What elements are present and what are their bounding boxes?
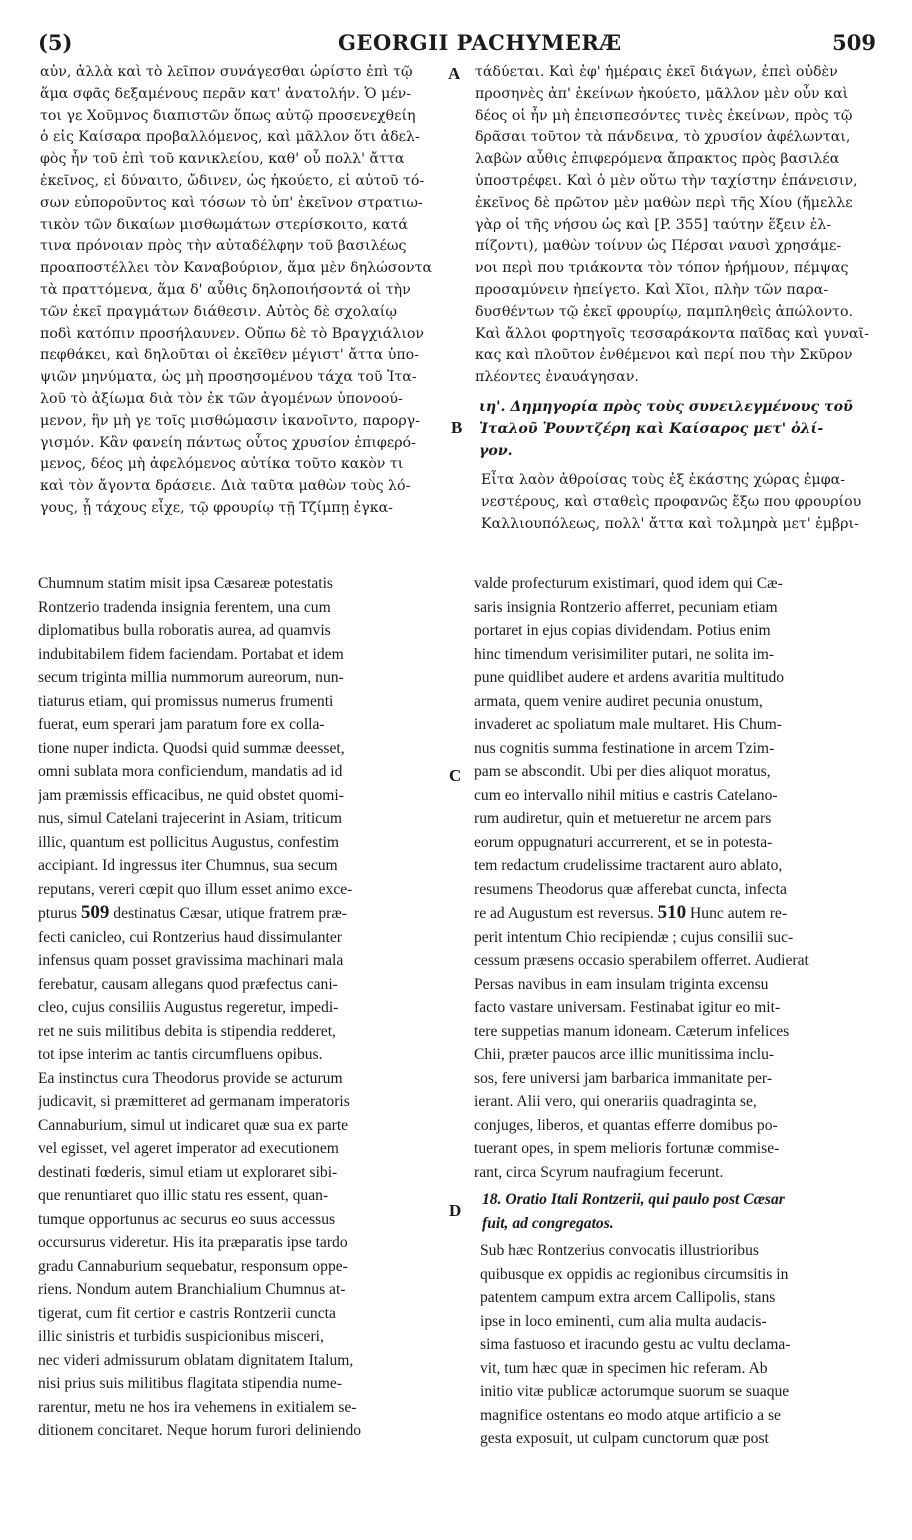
text-line: προαποστέλλει τὸν Καναβούριον, ἅμα μὲν δηλώσοντα xyxy=(40,260,433,277)
text-line: Καὶ ἄλλοι φορτηγοῖς τεσσαράκοντα παῖδας καὶ γυναῖ- xyxy=(475,325,869,342)
text-line: tot ipse interim ac tantis circumfluens opibus. xyxy=(38,1046,323,1063)
text-line: προσαμύνειν ἠπείγετο. Καὶ Χῖοι, πλὴν τῶν παρα- xyxy=(475,281,829,298)
text-line: accipiant. Id ingressus iter Chumnus, sua secum xyxy=(38,857,338,874)
text-line: ierant. Alii vero, qui onerariis quadraginta se, xyxy=(474,1093,757,1110)
text-line: portaret in ejus copias dividendam. Potius enim xyxy=(474,622,771,639)
page-number-right: 509 xyxy=(832,30,876,55)
text-line: γὰρ οἱ τῆς νήσου ὡς καὶ [P. 355] ταύτην ἕξειν ἐλ- xyxy=(475,216,832,233)
text-segment: Hunc autem re- xyxy=(686,905,788,922)
text-line: ὑποστρέφει. Καὶ ὁ μὲν οὕτω τὴν ταχίστην ἐπάνεισιν, xyxy=(475,172,858,189)
text-line: fecti canicleo, cui Rontzerius haud dissimulanter xyxy=(38,928,342,946)
text-line: tione nuper indicta. Quodsi quid summæ deesset, xyxy=(38,739,345,757)
text-line: σων εὐποροῦντος καὶ τόσων τὸ ὑπ' ἐκεῖνον στρατιω- xyxy=(40,194,423,211)
text-line: gradu Cannaburium sequebatur, responsum oppe- xyxy=(38,1257,348,1275)
text-line: τοι γε Χοῦμνος διαπιστῶν ὅπως αὐτῷ προσενεχθείη xyxy=(40,107,416,124)
text-segment: destinatus Cæsar, utique fratrem præ- xyxy=(109,905,347,922)
text-line: νεστέρους, καὶ σταθεὶς προφανῶς ἔξω που φρουρίου xyxy=(481,494,862,511)
text-line: ἐκεῖνος, εἰ δύναιτο, ὤδινεν, ὡς ἠκούετο, εἰ αὐτοῦ τό- xyxy=(40,172,425,189)
text-line: cleo, cujus consiliis Augustus regeretur, impedi- xyxy=(38,999,339,1016)
text-line: saris insignia Rontzerio afferret, pecuniam etiam xyxy=(474,598,778,616)
text-line: Rontzerio tradenda insignia ferentem, una cum xyxy=(38,598,331,616)
text-line: nec videri admissurum oblatam dignitatem Italum, xyxy=(38,1351,354,1369)
text-line: patentem campum extra arcem Callipolis, stans xyxy=(480,1289,776,1306)
text-line: Εἶτα λαὸν ἀθροίσας τοὺς ἐξ ἑκάστης χώρας ἐμφα- xyxy=(481,472,846,489)
text-line: facto vastare universam. Festinabat igitur eo mit- xyxy=(474,999,781,1016)
margin-marker-b: B xyxy=(451,418,463,437)
text-line xyxy=(474,901,878,926)
text-line: eorum oppugnaturi accurrerent, et se in potesta- xyxy=(474,833,773,851)
text-line: τὰ πραττόμενα, ἅμα δ' αὖθις δηλοποιήσοντά οἱ τὴν xyxy=(40,281,411,298)
text-line: tere suppetias manum idoneam. Cæterum infelices xyxy=(474,1022,790,1040)
text-line: ipse in loco eminenti, cum alia multa audacis- xyxy=(480,1312,767,1330)
text-line: gesta exposuit, ut culpam cunctorum quæ post xyxy=(480,1430,769,1447)
text-line: τινα πρόνοιαν πρὸς τὴν αὐταδέλφην τοῦ βασιλέως xyxy=(40,238,407,255)
greek-text-right-column xyxy=(475,62,877,536)
running-head: GEORGII PACHYMERÆ xyxy=(338,30,622,55)
text-line: ditionem concitaret. Neque horum furori deliniendo xyxy=(38,1422,362,1439)
text-line: riens. Nondum autem Branchialium Chumnus at- xyxy=(38,1281,346,1298)
text-line: γον. xyxy=(479,442,513,459)
text-line: reputans, vereri cœpit quo illum esset animo exce- xyxy=(38,880,353,898)
text-line: ἐκεῖνος δὲ πρῶτον μὲν μαθὼν περὶ τῆς Χίου (ἤμελλε xyxy=(475,194,853,211)
text-line: μενος, δέος μὴ ἀφελόμενος αὐτίκα τοῦτο κακὸν τι xyxy=(40,456,404,473)
text-line: cessum præsens occasio sperabilem offerret. Audierat xyxy=(474,952,809,969)
text-line: illic sinistris et turbidis suspicionibus misceri, xyxy=(38,1328,324,1345)
text-line: ψιῶν μηνύματα, ὡς μὴ προσησομένου τάχα τοῦ Ἰτα- xyxy=(40,369,417,386)
text-line: sima fastuoso et iracundo gestu ac vultu declama- xyxy=(480,1336,791,1353)
text-line: τῶν ἐκεῖ πραγμάτων διάθεσιν. Αὐτὸς δὲ σχολαίῳ xyxy=(40,303,397,320)
text-line: λοῦ τὸ ἀξίωμα διὰ τὸν ἐκ τῶν ἀγομένων ὑπονοού- xyxy=(40,390,403,407)
text-line: conjuges, liberos, et quantas efferre domibus po- xyxy=(474,1116,778,1134)
text-line: illic, quantum est pollicitus Augustus, confestim xyxy=(38,833,340,851)
text-line: perit intentum Chio recipiendæ ; cujus consilii suc- xyxy=(474,928,794,946)
text-line: τικὸν τῶν δικαίων μισθωμάτων στερίσκοιτο, κατά xyxy=(40,216,408,233)
text-line: fuit, ad congregatos. xyxy=(482,1214,614,1232)
text-line: vit, tum hæc quæ in specimen hic referam. Ab xyxy=(480,1359,768,1377)
text-line: Καλλιουπόλεως, πολλ' ἄττα καὶ τολμηρὰ μετ' ἐμβρι- xyxy=(481,515,859,532)
text-line: jam præmissis efficacibus, ne quid obstet quomi- xyxy=(38,786,344,804)
text-line: πίζοντι), μαθὼν τοίνυν ὡς Πέρσαι ναυσὶ χρησάμε- xyxy=(475,238,842,255)
text-line: ποδὶ κατόπιν προσήλαυνεν. Οὔπω δὲ τὸ Βραγχιάλιον xyxy=(40,325,425,342)
text-line: αὐν, ἀλλὰ καὶ τὸ λεῖπον συνάγεσθαι ὡρίστο ἐπὶ τῷ xyxy=(40,64,413,80)
text-line: πεφθάκει, καὶ δηλοῦται οἱ ἐκεῖθεν μέγιστ' ἄττα ὑπο- xyxy=(40,347,419,364)
margin-marker-d: D xyxy=(449,1201,462,1220)
text-line: καὶ τὸν ἄγοντα δράσειε. Διὰ ταῦτα μαθὼν τοὺς λό- xyxy=(40,478,411,495)
page-header xyxy=(38,30,876,58)
text-line: resumens Theodorus quæ afferebat cuncta, infecta xyxy=(474,880,787,898)
text-line: sos, fere universi jam barbarica immanitate per- xyxy=(474,1069,773,1087)
text-line: τάδύεται. Καὶ ἐφ' ἡμέραις ἐκεῖ διάγων, ἐπεὶ οὐδὲν xyxy=(475,64,838,80)
text-line: indubitabilem fidem faciendam. Portabat et idem xyxy=(38,645,344,663)
text-line: magnifice ostentans eo modo atque artificio a se xyxy=(480,1406,781,1424)
text-line: μενον, ἣν μὴ γε τοῖς μισθώμασιν ἱκανοῖντο, παροργ- xyxy=(40,412,420,429)
text-line: nisi prius suis militibus flagitata stipendia nume- xyxy=(38,1375,343,1392)
text-line: γους, ᾗ τάχους εἶχε, τῷ φρουρίῳ τῇ Τζίμπῃ ἐγκα- xyxy=(40,499,393,516)
latin-translation-right-column xyxy=(474,572,878,1451)
text-line: tuerant opes, in spem melioris fortunæ commise- xyxy=(474,1140,780,1157)
text-line: quibusque ex oppidis ac regionibus circumsitis in xyxy=(480,1265,789,1283)
text-line: infensus quam posset gravissima machinari mala xyxy=(38,952,344,969)
text-line: Chumnum statim misit ipsa Cæsareæ potestatis xyxy=(38,575,333,592)
text-line: destinati fœderis, simul etiam ut exploraret sibi- xyxy=(38,1163,338,1181)
text-line: nus, simul Catelani trajecerint in Asiam, triticum xyxy=(38,810,343,827)
text-line: tumque opportunus ac securus eo suus accessus xyxy=(38,1210,336,1228)
text-line: occursurus videretur. His ita præparatis ipse tardo xyxy=(38,1234,348,1251)
original-page-number: 510 xyxy=(657,902,687,923)
text-line: ret ne suis militibus debita is stipendia redderet, xyxy=(38,1022,336,1040)
greek-text-left-column xyxy=(40,62,440,520)
text-line: ὁ εἰς Καίσαρα προβαλλόμενος, καὶ μᾶλλον ὅτι ἀδελ- xyxy=(40,129,420,146)
text-line: Chii, præter paucos arce illic munitissima inclu- xyxy=(474,1046,775,1063)
text-line: Cannaburium, simul ut indicaret quæ sua ex parte xyxy=(38,1116,349,1134)
text-line: γισμόν. Κἂν φανείη πάντως οὗτος χρυσίον ἐπιφερό- xyxy=(40,434,416,451)
text-line: Ea instinctus cura Theodorus provide se acturum xyxy=(38,1069,343,1087)
text-line: ferebatur, causam allegans quod præfectus cani- xyxy=(38,975,338,993)
text-line: tiaturus etiam, qui promissus numerus frumenti xyxy=(38,692,334,710)
text-line: rarentur, metu ne hos ira vehemens in exitialem se- xyxy=(38,1398,357,1416)
text-segment: pturus xyxy=(38,905,77,922)
text-line: tem redactum crudelissime tractarent auro ablato, xyxy=(474,857,783,874)
original-page-number: 509 xyxy=(80,902,110,923)
text-segment: re ad Augustum est reversus. xyxy=(474,905,654,922)
text-line: pam se abscondit. Ubi per dies aliquot moratus, xyxy=(474,763,771,780)
text-line: hinc timendum verisimiliter putari, ne solita im- xyxy=(474,645,775,663)
text-line: Sub hæc Rontzerius convocatis illustrioribus xyxy=(480,1242,759,1259)
text-line: δρᾶσαι τοῦτον τὰ πάνδεινα, τὸ χρυσίον ἀφέλωνται, xyxy=(475,129,851,146)
margin-marker-c: C xyxy=(449,766,462,785)
text-line: Ἰταλοῦ Ῥουντζέρη καὶ Καίσαρος μετ' ὀλί- xyxy=(479,420,824,437)
text-line: cum eo intervallo nihil mitius e castris Catelano- xyxy=(474,786,778,804)
margin-marker-a: A xyxy=(448,64,461,83)
text-line: tigerat, cum fit certior e castris Rontzerii cuncta xyxy=(38,1304,336,1322)
text-line: ἅμα σφᾶς δεξαμένους περᾶν κατ' ἀνατολήν. Ὁ μέν- xyxy=(40,85,412,102)
text-line: λαβὼν αὖθις ἐπιφερόμενα ἄπρακτος πρὸς βασιλέα xyxy=(475,151,840,168)
text-line: rum audiretur, quin et metueretur ne arcem pars xyxy=(474,810,772,827)
text-line: πλέοντες ἐναυάγησαν. xyxy=(475,369,639,386)
text-line: προσηνὲς ἀπ' ἐκείνων ἠκούετο, μᾶλλον μὲν οὖν καὶ xyxy=(475,85,849,102)
text-line: diplomatibus bulla roboratis aurea, ad quamvis xyxy=(38,622,331,639)
text-line: vel egisset, vel ageret imperator ad executionem xyxy=(38,1140,339,1157)
text-line: judicavit, si præmitteret ad germanam imperatoris xyxy=(38,1093,350,1110)
text-line: omni sublata mora conficiendum, mandatis ad id xyxy=(38,763,343,780)
text-line: valde profecturum existimari, quod idem qui Cæ- xyxy=(474,575,783,592)
text-line: nus cognitis summa festinatione in arcem Tzim- xyxy=(474,739,775,757)
text-line: initio vitæ publicæ actorumque suorum se suaque xyxy=(480,1383,790,1400)
text-line: Persas navibus in eam insulam triginta excensu xyxy=(474,975,769,993)
text-line: rant, circa Scyrum naufragium fecerunt. xyxy=(474,1163,724,1181)
latin-translation-left-column xyxy=(38,572,444,1443)
text-line: invaderet ac spoliatum male multaret. His Chum- xyxy=(474,716,782,733)
text-line: φὸς ἦν τοῦ ἐπὶ τοῦ κανικλείου, καθ' οὗ πολλ' ἄττα xyxy=(40,151,405,168)
text-line: que renuntiaret quo illic statu res essent, quan- xyxy=(38,1187,329,1204)
text-line: armata, quem venire audiret pecunia onustum, xyxy=(474,692,763,710)
text-line: secum triginta millia nummorum aureorum, nun- xyxy=(38,669,344,686)
text-line: fuerat, eum sperari jam paratum fore ex colla- xyxy=(38,716,325,733)
text-line: δυσθέντων τῷ ἐκεῖ φρουρίῳ, παμπληθεὶς ἀπώλοντο. xyxy=(475,303,854,320)
text-line: δέος οἱ ἦν μὴ ἐπεισπεσόντες τινὲς ἐκείνων, πρὸς τῷ xyxy=(475,107,853,124)
page-number-left: (5) xyxy=(38,30,73,55)
text-line: pune quidlibet audere et ardens avaritia multitudo xyxy=(474,669,785,686)
text-line: κας καὶ πλοῦτον ἐνθέμενοι καὶ περί που τὴν Σκῦρον xyxy=(475,347,853,364)
text-line xyxy=(38,901,444,926)
text-line: νοι περὶ που τριάκοντα τὸν τόπον ἠρήμουν, πέμψας xyxy=(475,260,849,277)
text-line: 18. Oratio Itali Rontzerii, qui paulo post Cæsar xyxy=(482,1191,785,1208)
text-line: ιη'. Δημηγορία πρὸς τοὺς συνειλεγμένους τοῦ xyxy=(479,398,853,415)
